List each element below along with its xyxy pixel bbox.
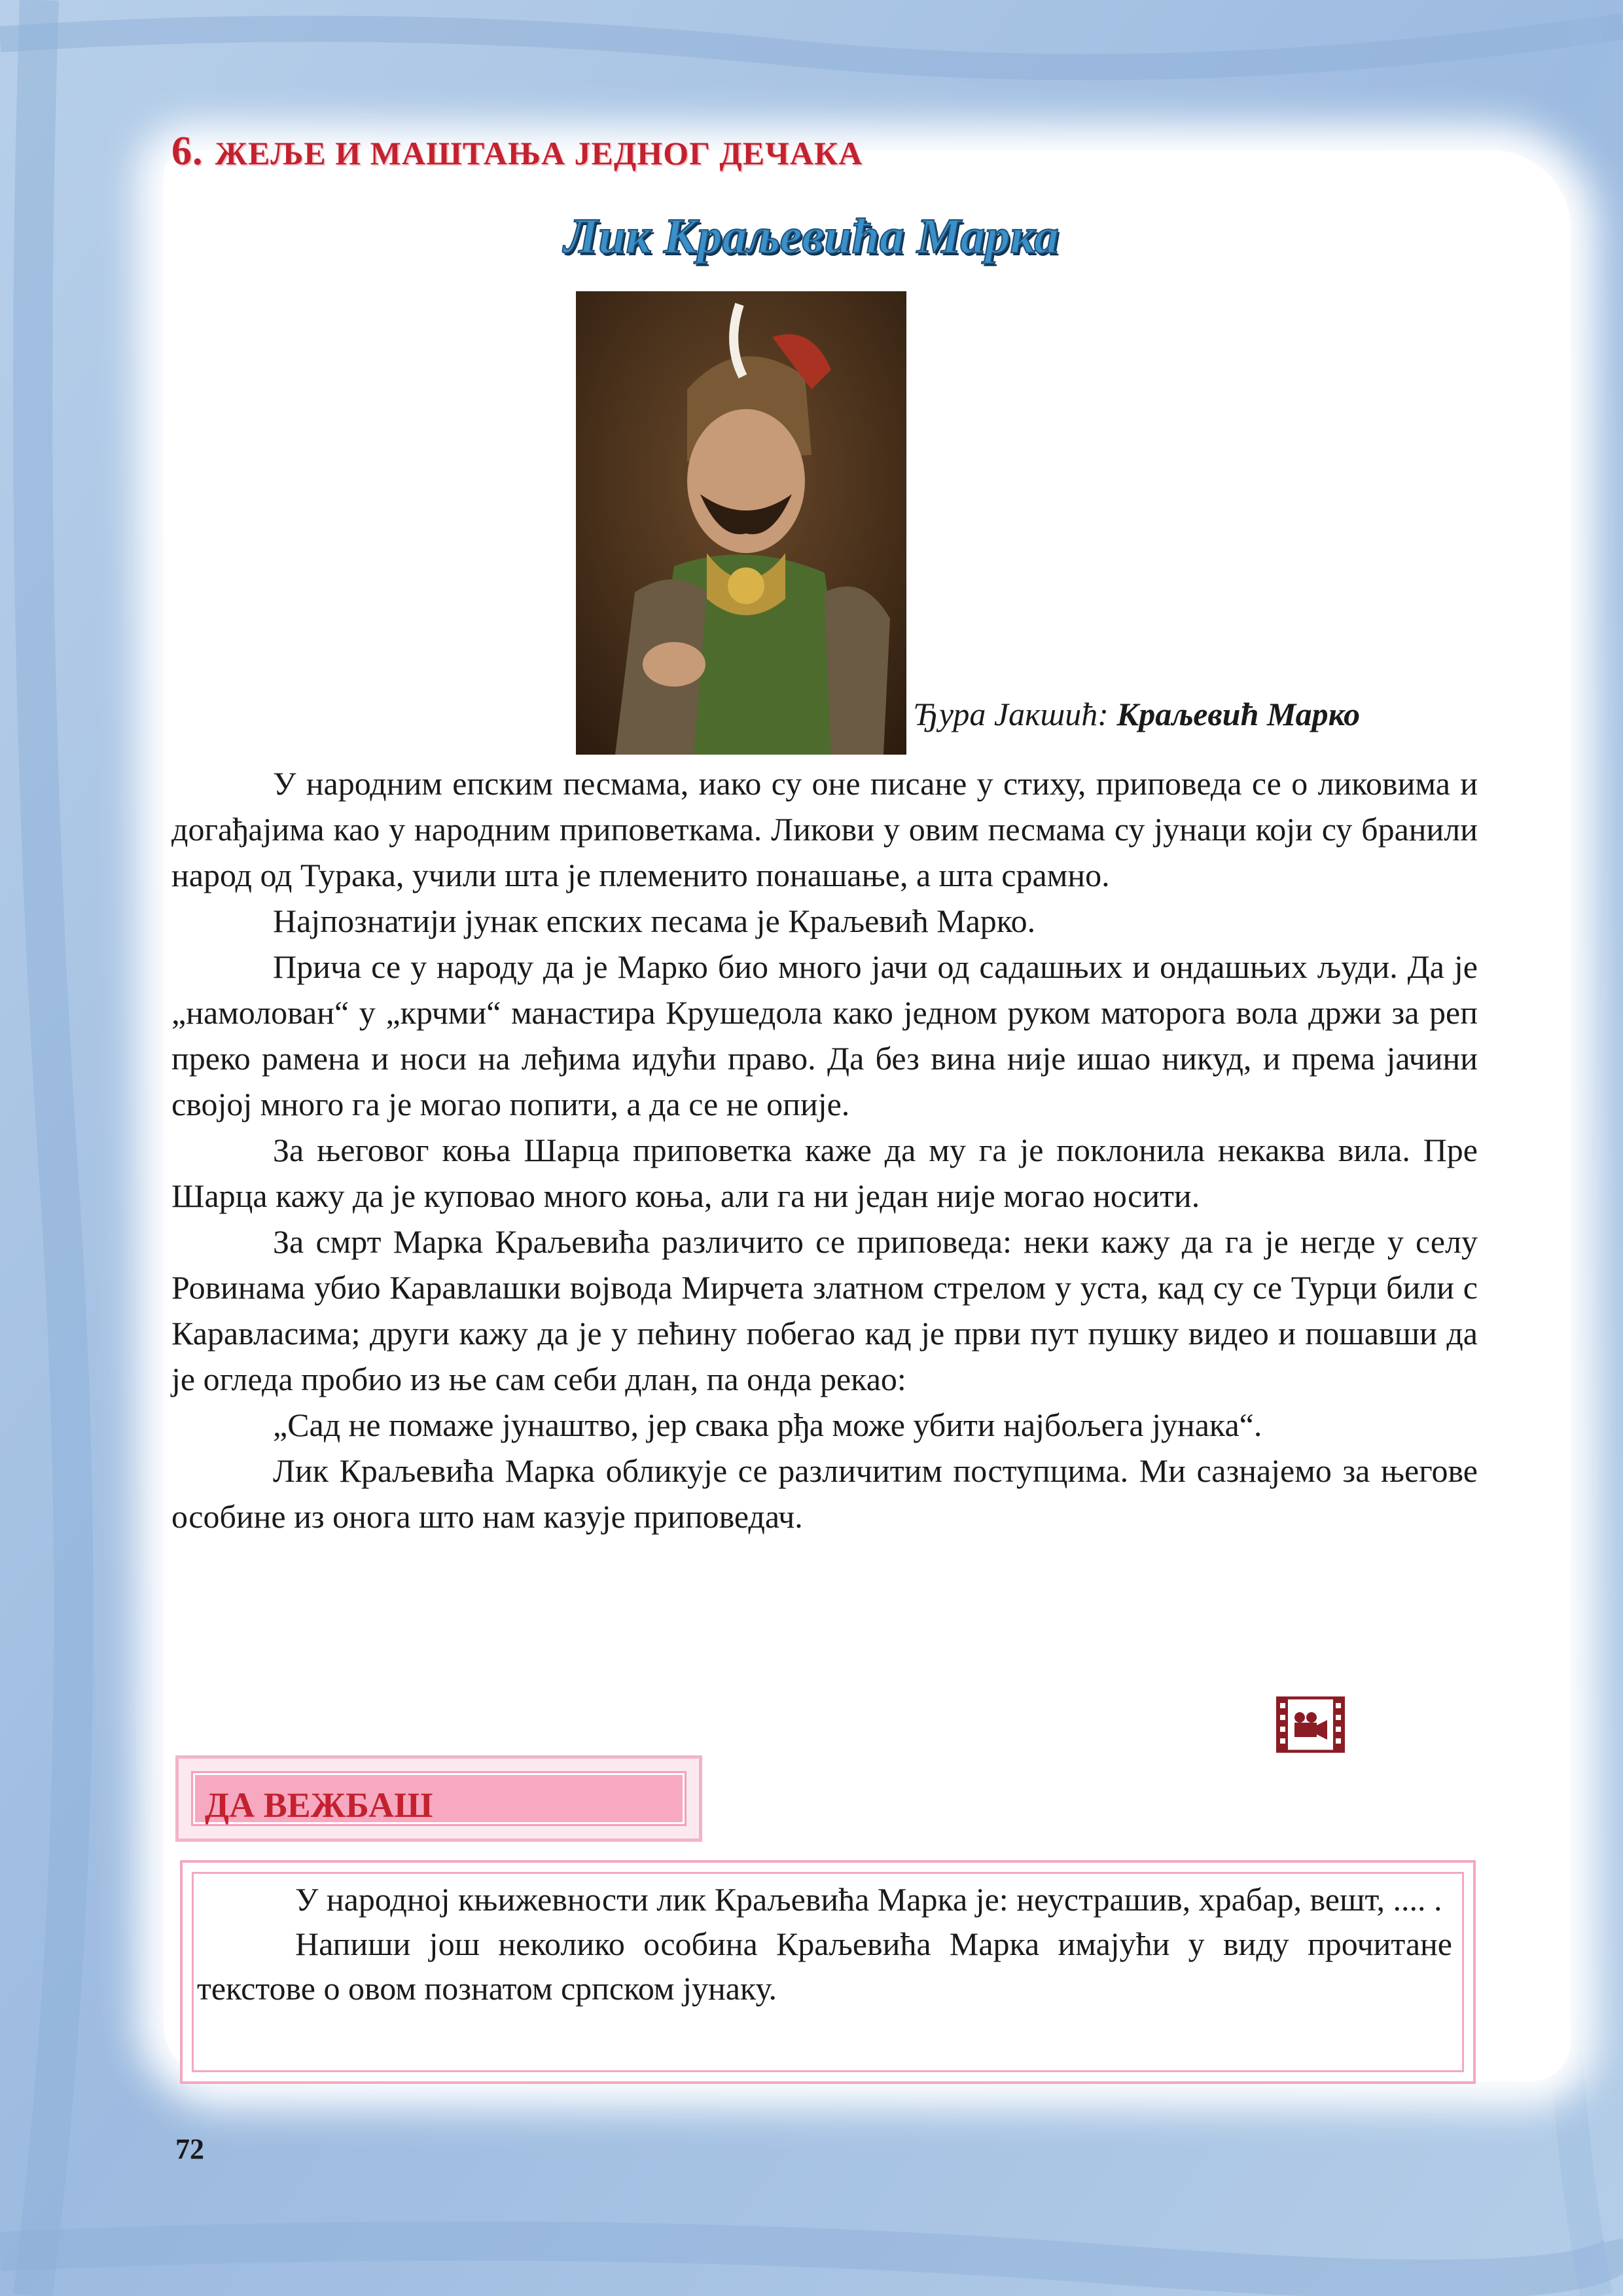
portrait-caption [913, 695, 1360, 733]
caption-author: Ђура Јакшић [913, 696, 1098, 732]
task-item: Напиши још неколико особина Краљевића Марка имајући у виду прочитане текстове о овом познатом српском јунаку. [197, 1926, 1452, 2007]
caption-separator: : [1097, 696, 1117, 732]
exercise-label-text: ДА ВЕЖБАШ [205, 1785, 433, 1825]
paragraph: Најпознатији јунак епских песама је Краљевић Марко. [273, 903, 1036, 939]
paragraph: За његовог коња Шарца приповетка каже да му га је поклонила некаква вила. Пре Шарца кажу да је куповао много коња, али га ни један није могао носити. [171, 1132, 1478, 1214]
lesson-title: Лик Краљевића Марка [564, 209, 1059, 264]
paragraph: Лик Краљевића Марка обликује се различитим поступцима. Ми сазнајемо за његове особине из онога што нам казује приповедач. [171, 1452, 1478, 1535]
body-text [171, 761, 1478, 1539]
task-text [197, 1877, 1452, 2011]
caption-title: Краљевић Марко [1116, 696, 1361, 732]
portrait-image [576, 291, 906, 755]
paragraph: За смрт Марка Краљевића различито се приповеда: неки кажу да га је негде у селу Ровинама убио Каравлашки војвода Мирчета златном стрелом у уста, кад су се Турци били с Каравласима; други кажу да је у пећину побегао кад је први пут пушку видео и пошавши да је огледа пробио из ње сам себи длан, па онда рекао: [171, 1223, 1478, 1397]
exercise-label [175, 1755, 702, 1842]
chapter-title: ЖЕЉЕ И МАШТАЊА ЈЕДНОГ ДЕЧАКА [215, 135, 863, 171]
paragraph-quote: „Сад не помаже јунаштво, јер свака рђа може убити најбољега јунака“. [273, 1407, 1262, 1443]
film-camera-icon[interactable] [1276, 1696, 1345, 1753]
page-number: 72 [175, 2133, 204, 2165]
chapter-heading [171, 128, 863, 175]
paragraph: У народним епским песмама, иако су оне писане у стиху, приповеда се о ликовима и догађајима као у народним приповеткама. Ликови у овим песмама су јунаци који су бранили народ од Турака, учили шта је племенито понашање, а шта срамно. [171, 765, 1478, 893]
task-item: У народној књижевности лик Краљевића Марка је: неустрашив, храбар, вешт, .... . [295, 1881, 1442, 1918]
paragraph: Прича се у народу да је Марко био много јачи од садашњих и ондашњих људи. Да је „намолован“ у „крчми“ манастира Крушедола како једном руком маторога вола држи за реп преко рамена и носи на леђима идући право. Да без вина није ишао никуд, и према јачини својој много га је могао попити, а да се не опије. [171, 948, 1478, 1122]
exercise-task-box [180, 1860, 1476, 2084]
chapter-number: 6. [171, 129, 204, 173]
portrait-painting-icon [576, 291, 906, 755]
